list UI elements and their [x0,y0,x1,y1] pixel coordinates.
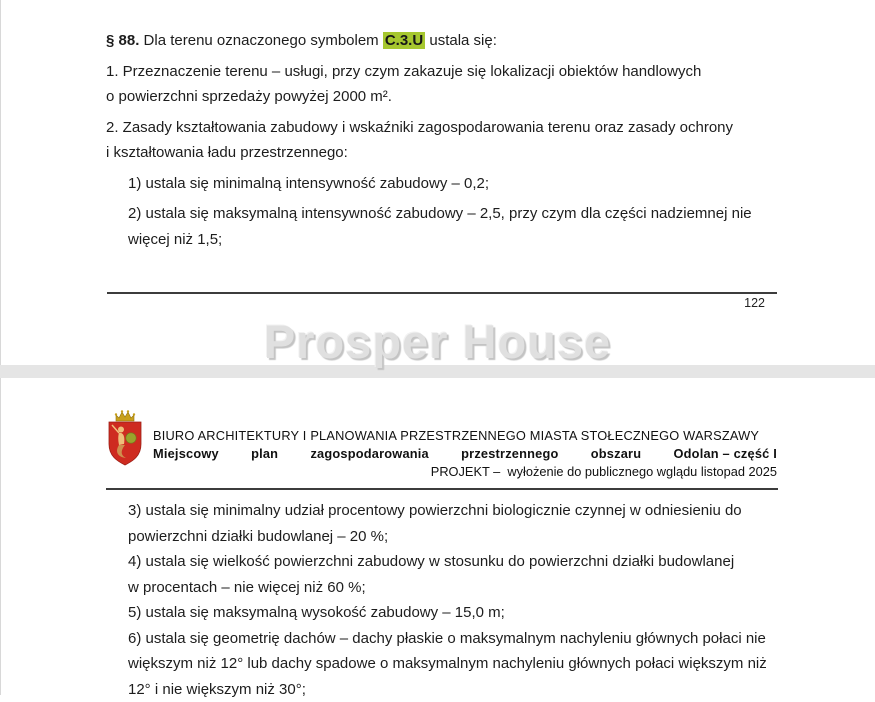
page-number: 122 [107,296,765,310]
list-item-6 [128,626,777,702]
zone-symbol-highlight: C.3.U [383,32,425,49]
paragraph-1 [106,59,777,110]
paragraph-1-line-2: o powierzchni sprzedaży powyżej 2000 m². [106,84,777,110]
watermark-text: Prosper House [0,314,875,369]
list-item-5-line-1: 5) ustala się maksymalną wysokość zabudowy – 15,0 m; [128,600,777,626]
plan-title-word: Miejscowy [153,446,219,462]
plan-title-word: Odolan – część I [674,446,777,462]
paragraph-2-line-1: 2. Zasady kształtowania zabudowy i wskaźniki zagospodarowania terenu oraz zasady ochrony [106,115,777,141]
section-text-after: ustala się: [425,32,497,49]
warsaw-coat-of-arms-icon [106,408,144,466]
office-name: BIURO ARCHITEKTURY I PLANOWANIA PRZESTRZENNEGO MIASTA STOŁECZNEGO WARSZAWY [153,428,777,444]
list-item-4-line-2: w procentach – nie więcej niż 60 %; [128,575,777,601]
list-item-2-line-1: 2) ustala się maksymalną intensywność zabudowy – 2,5, przy czym dla części nadziemnej nie [128,201,777,227]
paragraph-1-line-1: 1. Przeznaczenie terenu – usługi, przy czym zakazuje się lokalizacji obiektów handlowych [106,59,777,85]
section-number: § 88. [106,32,139,49]
plan-title-word: obszaru [591,446,641,462]
list-item-4 [128,549,777,600]
plan-title-word: zagospodarowania [310,446,428,462]
list-item-2 [128,201,777,252]
paragraph-2-line-2: i kształtowania ładu przestrzennego: [106,140,777,166]
page-header-rule [106,488,778,490]
project-status-line: PROJEKT – wyłożenie do publicznego wglądu listopad 2025 [153,464,777,480]
list-item-3-line-1: 3) ustala się minimalny udział procentowy powierzchni biologicznie czynnej w odniesieniu do [128,498,777,524]
plan-title-word: przestrzennego [461,446,558,462]
header-text-block [153,428,777,480]
list-item-6-line-1: 6) ustala się geometrię dachów – dachy płaskie o maksymalnym nachyleniu głównych połaci nie [128,626,777,652]
page-footer-rule [107,292,777,294]
list-item-1-line-1: 1) ustala się minimalną intensywność zabudowy – 0,2; [128,171,777,197]
page-2 [0,378,875,695]
paragraph-2 [106,115,777,166]
list-item-3 [128,498,777,549]
list-item-1 [128,171,777,197]
plan-title [153,446,777,462]
list-item-5 [128,600,777,626]
plan-title-word: plan [251,446,278,462]
section-heading [106,28,777,54]
section-text-before: Dla terenu oznaczonego symbolem [139,32,382,49]
page-2-body [106,498,777,702]
page-header [106,408,777,480]
list-item-2-line-2: więcej niż 1,5; [128,227,777,253]
list-item-6-line-3: 12° i nie większym niż 30°; [128,677,777,702]
list-item-3-line-2: powierzchni działki budowlanej – 20 %; [128,524,777,550]
list-item-4-line-1: 4) ustala się wielkość powierzchni zabudowy w stosunku do powierzchni działki budowlanej [128,549,777,575]
page-separator-band [0,365,875,378]
list-item-6-line-2: większym niż 12° lub dachy spadowe o maksymalnym nachyleniu głównych połaci większym niż [128,651,777,677]
